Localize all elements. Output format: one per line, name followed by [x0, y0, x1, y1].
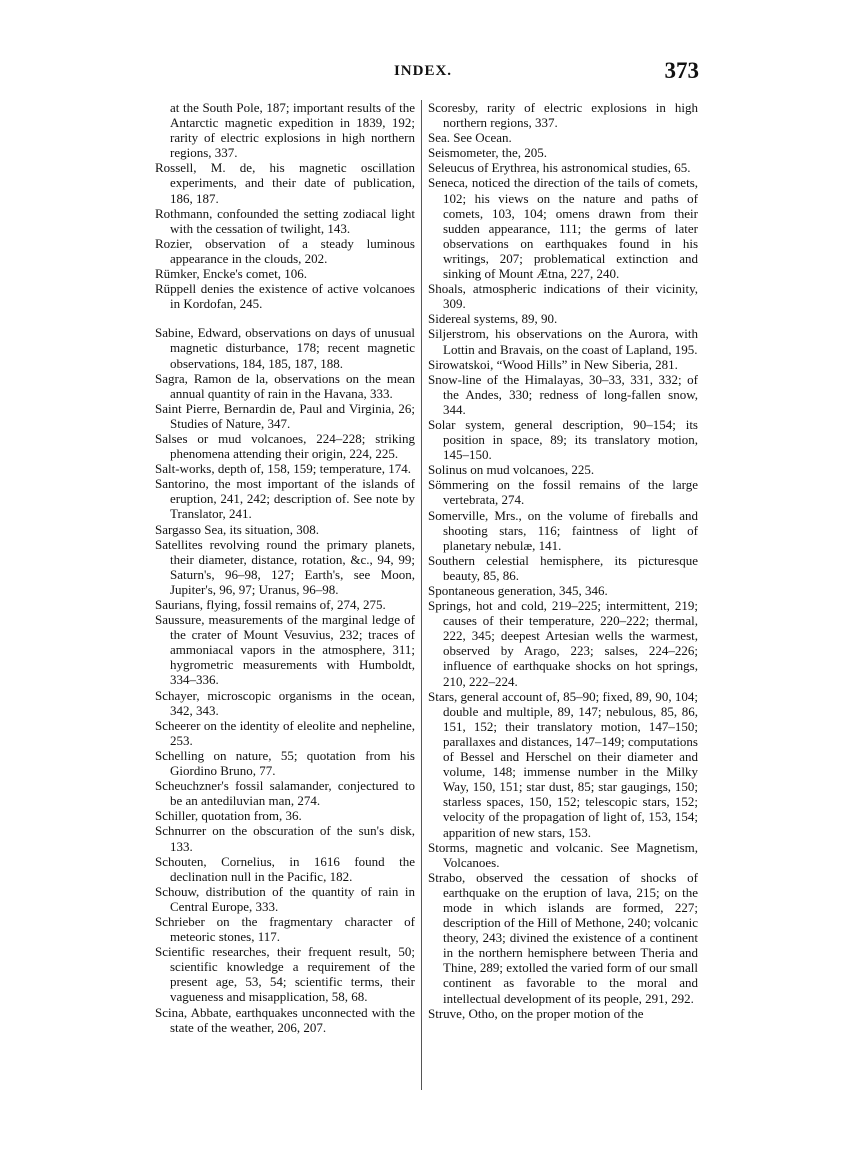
index-entry: Schrieber on the fragmentary character of meteoric stones, 117.	[155, 913, 415, 945]
index-entry: Rümker, Encke's comet, 106.	[155, 266, 308, 282]
index-entry: Sea. See Ocean.	[428, 130, 512, 146]
index-entry: Satellites revolving round the primary planets, their diameter, distance, rotation, &c., 94, 99; Saturn's, 96–98, 127; Earth's, see Moon, Jupiter's, 96, 97; Uranus, 96–98.	[155, 536, 415, 597]
index-entry: Spontaneous generation, 345, 346.	[428, 583, 608, 598]
index-entry: Seneca, noticed the direction of the tails of comets, 102; his views on the nature and paths of comets, 103, 104; omens drawn from their sudden appearance, 111; the germs of later observations on earthquakes found in his writings, 207; problematical extinction and sinking of Mount Ætna, 227, 240.	[428, 175, 698, 282]
index-entry: Scheerer on the identity of eleolite and nepheline, 253.	[155, 717, 415, 748]
index-entry: Schelling on nature, 55; quotation from his Giordino Bruno, 77.	[155, 747, 415, 779]
index-entry: Seleucus of Erythrea, his astronomical studies, 65.	[428, 160, 691, 176]
index-entry: Southern celestial hemisphere, its picturesque beauty, 85, 86.	[428, 552, 698, 583]
column-rule	[421, 100, 422, 1090]
index-entry: Sömmering on the fossil remains of the large vertebrata, 274.	[428, 477, 698, 508]
index-entry: Scheuchzner's fossil salamander, conjectured to be an antediluvian man, 274.	[155, 778, 415, 809]
index-entry: Sabine, Edward, observations on days of unusual magnetic disturbance, 178; recent magnetic observations, 184, 185, 187, 188.	[155, 325, 415, 371]
page-number: 373	[664, 58, 699, 83]
index-entry: Solar system, general description, 90–154; its position in space, 89; its translatory motion, 145–150.	[428, 416, 698, 463]
index-entry: Scientific researches, their frequent result, 50; scientific knowledge a requirement of the present age, 53, 54; scientific terms, their vagueness and misapplication, 58, 68.	[155, 944, 415, 1005]
index-entry: Strabo, observed the cessation of shocks of earthquake on the eruption of lava, 215; on the mode in which islands are formed, 227; description of the Hill of Methone, 240; volcanic theory, 243; divined the existence of a continent in the northern hemisphere between Theria and Thine, 289; extolled the varied form of our small continent as favorable to the moral and intellectual development of its people, 291, 292.	[428, 869, 698, 1006]
running-head: INDEX.	[393, 63, 453, 79]
index-entry: at the South Pole, 187; important results of the Antarctic magnetic expedition in 1839, 192; rarity of electric explosions in high northern regions, 337.	[170, 100, 415, 161]
index-entry: Sagra, Ramon de la, observations on the mean annual quantity of rain in the Havana, 333.	[155, 370, 415, 401]
index-entry: Rozier, observation of a steady luminous appearance in the clouds, 202.	[155, 235, 415, 266]
index-entry: Saint Pierre, Bernardin de, Paul and Virginia, 26; Studies of Nature, 347.	[155, 400, 415, 431]
index-entry: Solinus on mud volcanoes, 225.	[428, 462, 595, 478]
index-entry: Schiller, quotation from, 36.	[155, 808, 302, 824]
index-entry: Schayer, microscopic organisms in the ocean, 342, 343.	[155, 687, 415, 718]
index-entry: Schnurrer on the obscuration of the sun's disk, 133.	[155, 823, 415, 854]
left-column	[155, 100, 415, 1035]
index-entry: Salses or mud volcanoes, 224–228; striking phenomena attending their origin, 224, 225.	[155, 430, 415, 462]
index-entry: Snow-line of the Himalayas, 30–33, 331, 332; of the Andes, 330; redness of long-fallen snow, 344.	[428, 371, 698, 417]
index-entry: Schouten, Cornelius, in 1616 found the declination null in the Pacific, 182.	[155, 853, 415, 884]
right-column	[428, 100, 698, 1021]
letter-section-gap	[155, 311, 415, 325]
index-entry: Storms, magnetic and volcanic. See Magnetism, Volcanoes.	[428, 839, 698, 870]
page-header	[143, 58, 703, 84]
index-entry: Scoresby, rarity of electric explosions in high northern regions, 337.	[428, 100, 698, 131]
index-entry: Shoals, atmospheric indications of their vicinity, 309.	[428, 281, 698, 312]
index-entry: Rüppell denies the existence of active volcanoes in Kordofan, 245.	[155, 281, 415, 312]
index-entry: Stars, general account of, 85–90; fixed, 89, 90, 104; double and multiple, 89, 147; nebulous, 85, 86, 151, 152; their translatory motion, 147–150; parallaxes and distances, 147–149; computations of Bessel and Herschel on their diameter and volume, 148; immense number in the Milky Way, 150, 151; star dust, 85; star gaugings, 150; starless spaces, 150, 152; telescopic stars, 152; velocity of the propagation of light of, 153, 154; apparition of new stars, 153.	[428, 688, 698, 840]
index-entry: Salt-works, depth of, 158, 159; temperature, 174.	[155, 461, 411, 477]
index-entry: Siljerstrom, his observations on the Aurora, with Lottin and Bravais, on the coast of Lapland, 195.	[428, 326, 698, 357]
index-entry: Sirowatskoi, “Wood Hills” in New Siberia, 281.	[428, 356, 678, 372]
index-entry: Springs, hot and cold, 219–225; intermittent, 219; causes of their temperature, 220–222; thermal, 222, 345; deepest Artesian wells the warmest, observed by Arago, 223; salses, 224–226; influence of earthquake shocks on hot springs, 210, 222–224.	[428, 598, 698, 689]
index-entry: Schouw, distribution of the quantity of rain in Central Europe, 333.	[155, 883, 415, 914]
index-entry: Rothmann, confounded the setting zodiacal light with the cessation of twilight, 143.	[155, 205, 415, 236]
index-entry: Sargasso Sea, its situation, 308.	[155, 521, 320, 537]
index-entry: Saussure, measurements of the marginal ledge of the crater of Mount Vesuvius, 232; traces of ammoniacal vapors in the atmosphere, 311; hygrometric measurements with Humboldt, 334–336.	[155, 612, 415, 688]
index-entry: Sidereal systems, 89, 90.	[428, 311, 558, 327]
index-entry: Saurians, flying, fossil remains of, 274, 275.	[155, 597, 386, 612]
index-entry: Santorino, the most important of the islands of eruption, 241, 242; description of. See note by Translator, 241.	[155, 476, 415, 522]
index-entry: Scina, Abbate, earthquakes unconnected with the state of the weather, 206, 207.	[155, 1004, 415, 1035]
index-entry: Seismometer, the, 205.	[428, 145, 547, 161]
index-entry: Rossell, M. de, his magnetic oscillation experiments, and their date of publication, 186, 187.	[155, 160, 415, 206]
index-entry: Somerville, Mrs., on the volume of fireballs and shooting stars, 116; faintness of light of planetary nebulæ, 141.	[428, 507, 698, 553]
index-entry: Struve, Otho, on the proper motion of the	[428, 1005, 644, 1021]
